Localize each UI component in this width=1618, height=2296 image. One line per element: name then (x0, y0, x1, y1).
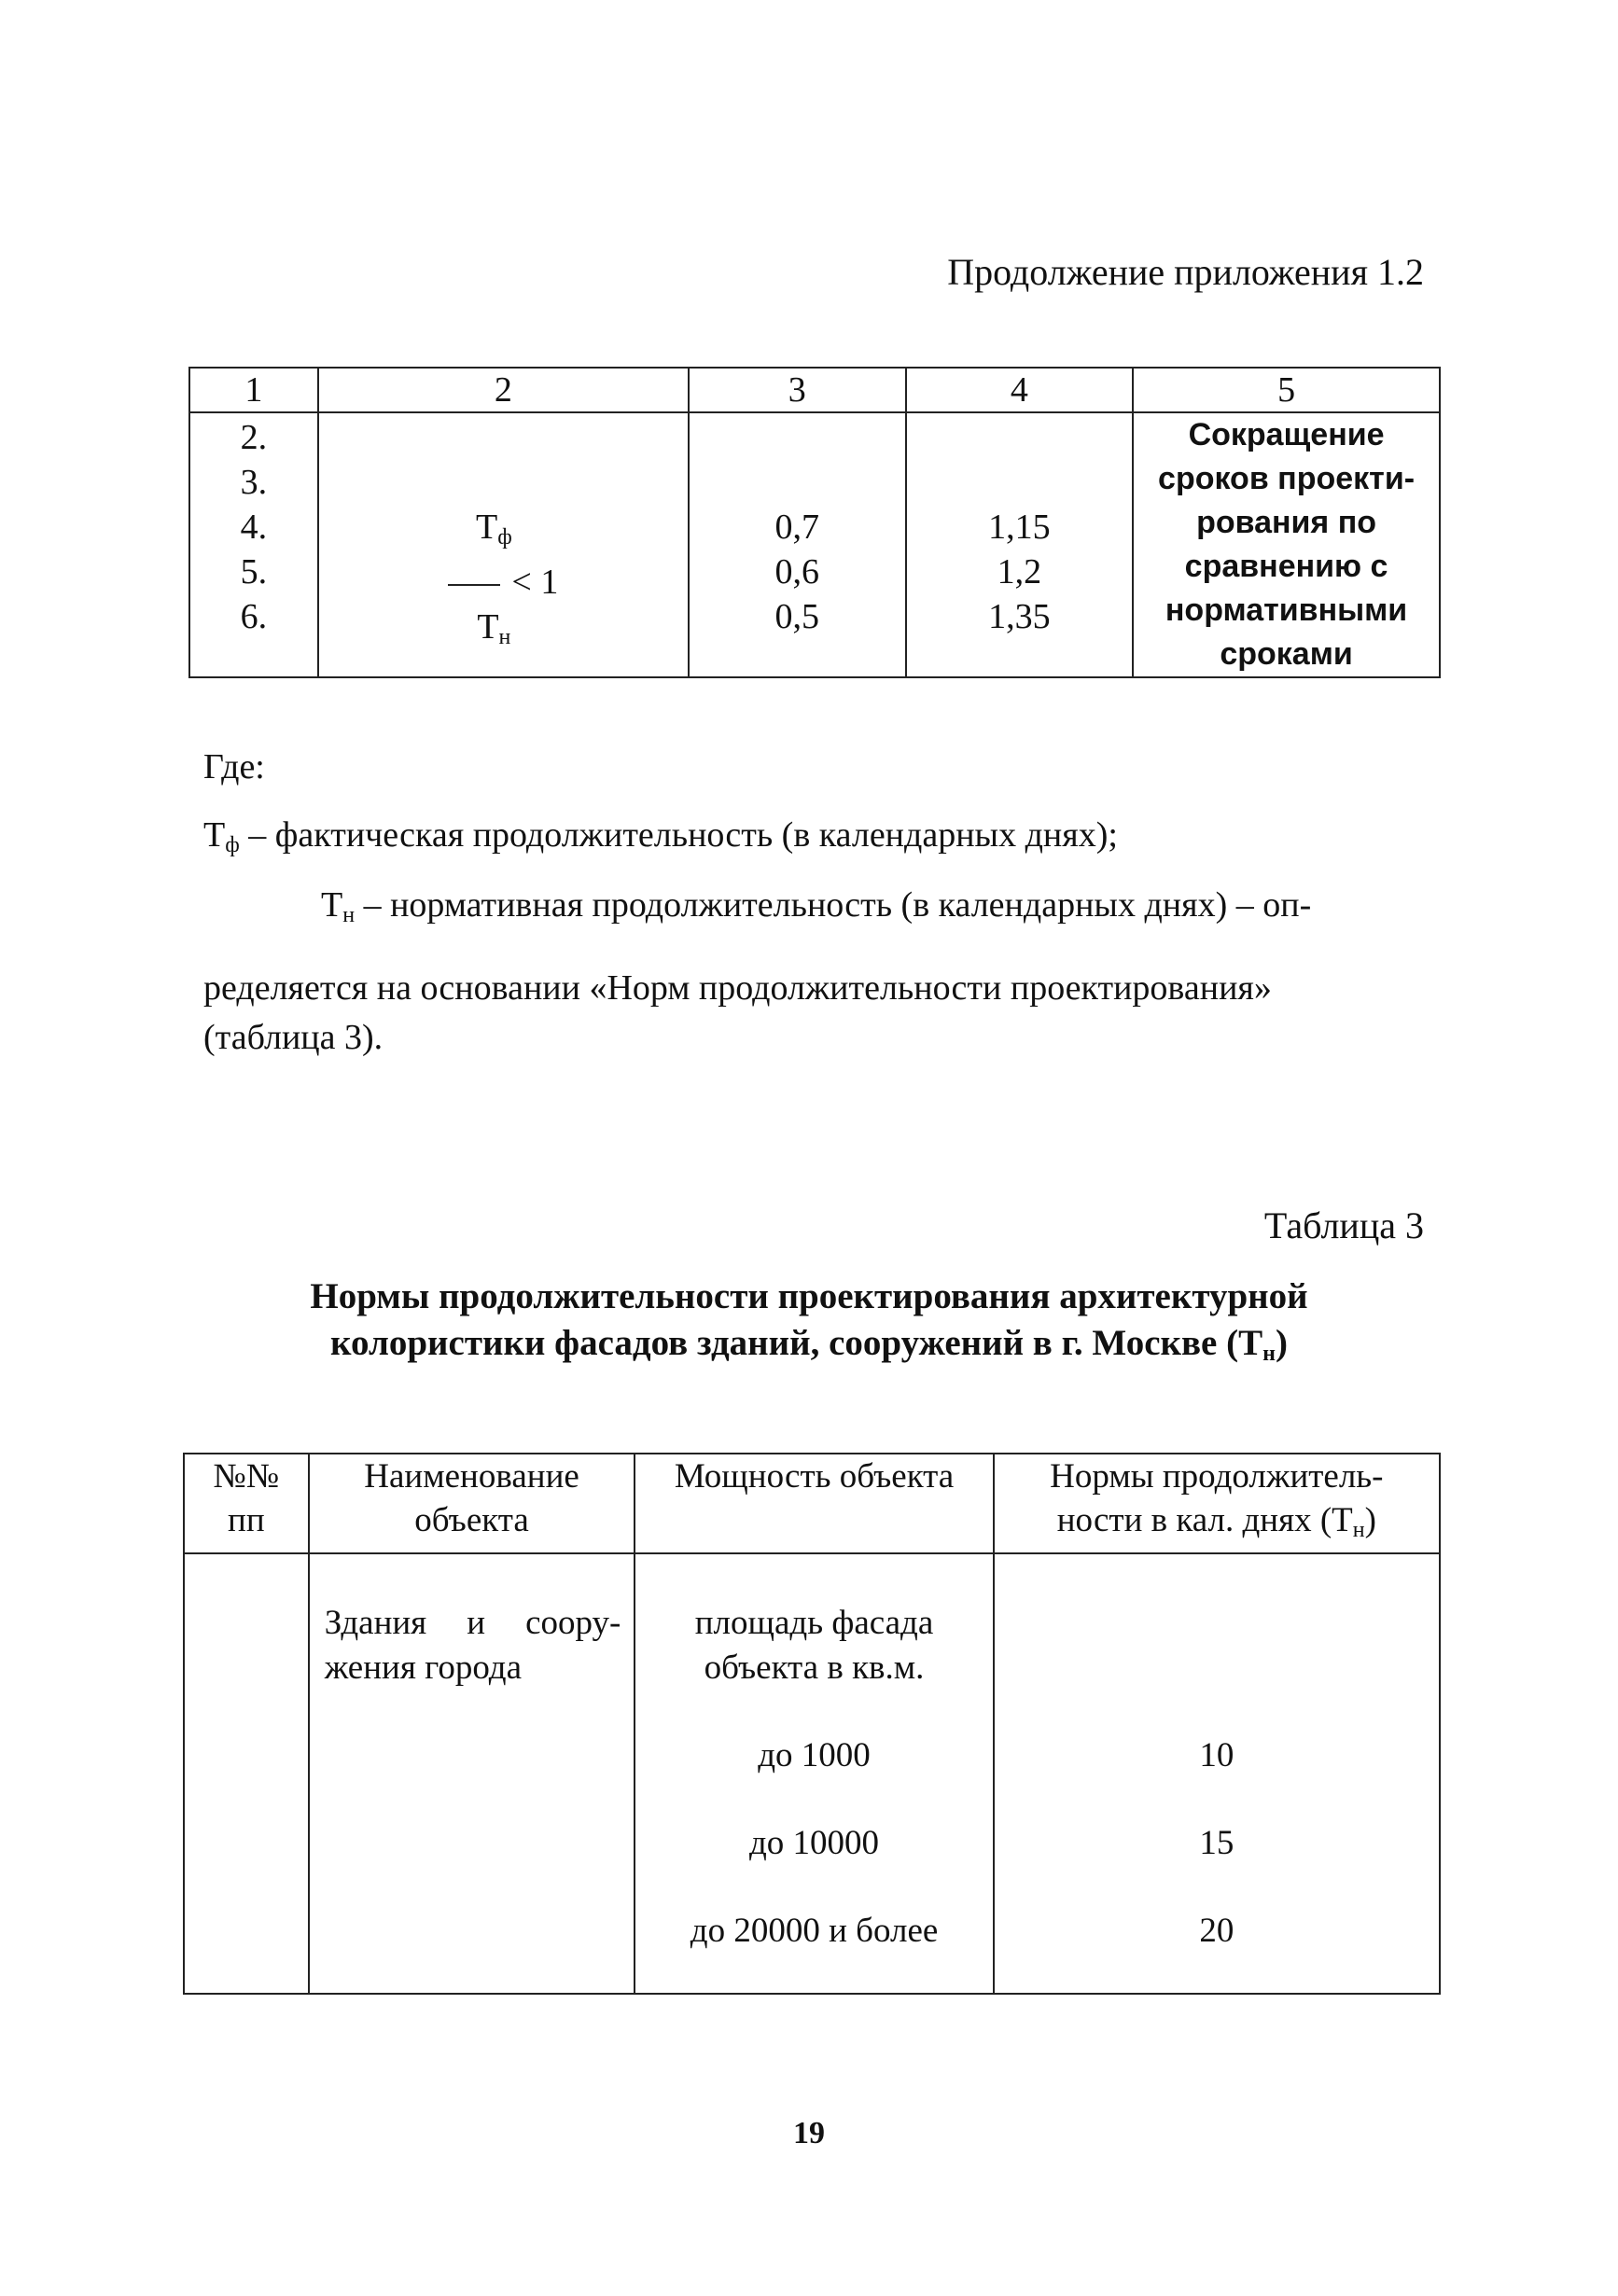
coefficient-value: 1,2 (997, 552, 1042, 591)
tf-subscript: ф (225, 833, 240, 857)
formula-symbol: Т (475, 508, 498, 547)
title-close: ) (1275, 1323, 1288, 1363)
norm-value: 10 (1199, 1736, 1234, 1774)
norm-value: 15 (1199, 1824, 1234, 1862)
table3-body-row (184, 1553, 1440, 1994)
table3-header-row (184, 1454, 1440, 1553)
description-line: сравнению с (1184, 549, 1388, 584)
fraction-bar (448, 584, 500, 586)
notes-where: Где: (203, 747, 265, 786)
header-text: пп (228, 1501, 265, 1539)
description-line: нормативными (1165, 592, 1408, 628)
norm-value: 20 (1199, 1912, 1234, 1950)
capacity-value: до 1000 (758, 1736, 871, 1774)
table-header-row (189, 368, 1440, 412)
row-number: 4. (240, 508, 268, 547)
description-line: сроками (1220, 636, 1353, 672)
header-cell: 5 (1133, 368, 1440, 412)
table3-title (187, 1273, 1431, 1377)
tf-symbol: Т (203, 815, 226, 855)
coefficient-value: 1,35 (988, 597, 1051, 636)
tf-text: – фактическая продолжительность (в календарных днях); (239, 815, 1118, 855)
coefficient-cell (906, 412, 1134, 677)
formula-cell (318, 412, 689, 677)
capacity-cell (635, 1553, 993, 1994)
row-number: 6. (240, 597, 268, 636)
coefficient-value: 0,7 (774, 508, 820, 547)
formula-symbol: Т (477, 607, 499, 647)
formula-subscript: ф (497, 525, 512, 550)
table-body-row (189, 412, 1440, 677)
description-line: Сокращение (1188, 417, 1385, 452)
page-number: 19 (793, 2116, 825, 2150)
capacity-value: до 10000 (748, 1824, 880, 1862)
table3-title-line2 (187, 1320, 1431, 1377)
tn-subscript: н (342, 903, 356, 927)
header-cell: 2 (318, 368, 689, 412)
header-text: Мощность объекта (674, 1457, 955, 1496)
tn-text-line1: – нормативная продолжительность (в календарных днях) – оп- (355, 885, 1312, 925)
object-line2: жения города (324, 1649, 523, 1687)
coefficient-value: 0,6 (774, 552, 820, 591)
description-line: рования по (1196, 505, 1377, 540)
title-subscript: н (1262, 1342, 1276, 1366)
header-cell: 4 (906, 368, 1134, 412)
capacity-line: площадь фасада (694, 1604, 934, 1642)
table3-title-line1: Нормы продолжительности проектирования архитектурной (310, 1276, 1308, 1316)
header-subscript: н (1352, 1518, 1365, 1542)
formula-numerator (300, 505, 688, 560)
header-text: №№ (213, 1457, 280, 1496)
header-text: ности в кал. днях (Т (1056, 1501, 1353, 1539)
formula-denominator (300, 605, 688, 660)
row-number: 3. (240, 463, 268, 502)
row-number: 2. (240, 418, 268, 457)
coefficient-cell (689, 412, 906, 677)
norms-cell (994, 1553, 1440, 1994)
number-cell (184, 1553, 309, 1994)
coefficient-value: 1,15 (988, 508, 1051, 547)
description-line: сроков проекти- (1158, 461, 1416, 496)
tn-text-line2: ределяется на основании «Норм продолжительности проектирования» (203, 968, 1272, 1008)
header-cell: 3 (689, 368, 906, 412)
table-appendix-1-2 (188, 367, 1441, 678)
header-cell: 1 (189, 368, 318, 412)
formula-subscript: н (498, 625, 511, 649)
coefficient-value: 0,5 (774, 597, 820, 636)
object-line1: Здания и соору- (324, 1604, 621, 1642)
table3-label: Таблица 3 (1263, 1204, 1424, 1246)
continuation-header: Продолжение приложения 1.2 (947, 251, 1424, 293)
header-text: объекта (414, 1501, 529, 1539)
header-text: Наименование (364, 1457, 579, 1496)
tn-text-line3: (таблица 3). (203, 1018, 384, 1057)
row-number: 5. (240, 552, 268, 591)
row-numbers-cell (189, 412, 318, 677)
header-text: ) (1364, 1501, 1376, 1539)
formula-fraction-line (319, 560, 688, 605)
header-text-line2 (995, 1498, 1439, 1552)
table3 (183, 1453, 1441, 1995)
header-cell-capacity (635, 1454, 993, 1553)
header-cell-number (184, 1454, 309, 1553)
object-cell (309, 1553, 635, 1994)
note-tn (203, 869, 1431, 1024)
tn-symbol: Т (321, 885, 343, 925)
note-tn-line1 (203, 869, 1431, 952)
title-text: колористики фасадов зданий, сооружений в г. Москве (Т (330, 1323, 1263, 1363)
header-cell-norms (994, 1454, 1440, 1553)
header-text: Нормы продолжитель- (1050, 1457, 1384, 1496)
note-tf (203, 814, 1118, 858)
capacity-value: до 20000 и более (690, 1912, 939, 1950)
formula-relation: < 1 (511, 563, 559, 602)
description-cell (1133, 412, 1440, 677)
capacity-line: объекта в кв.м. (704, 1649, 925, 1687)
header-cell-name (309, 1454, 635, 1553)
